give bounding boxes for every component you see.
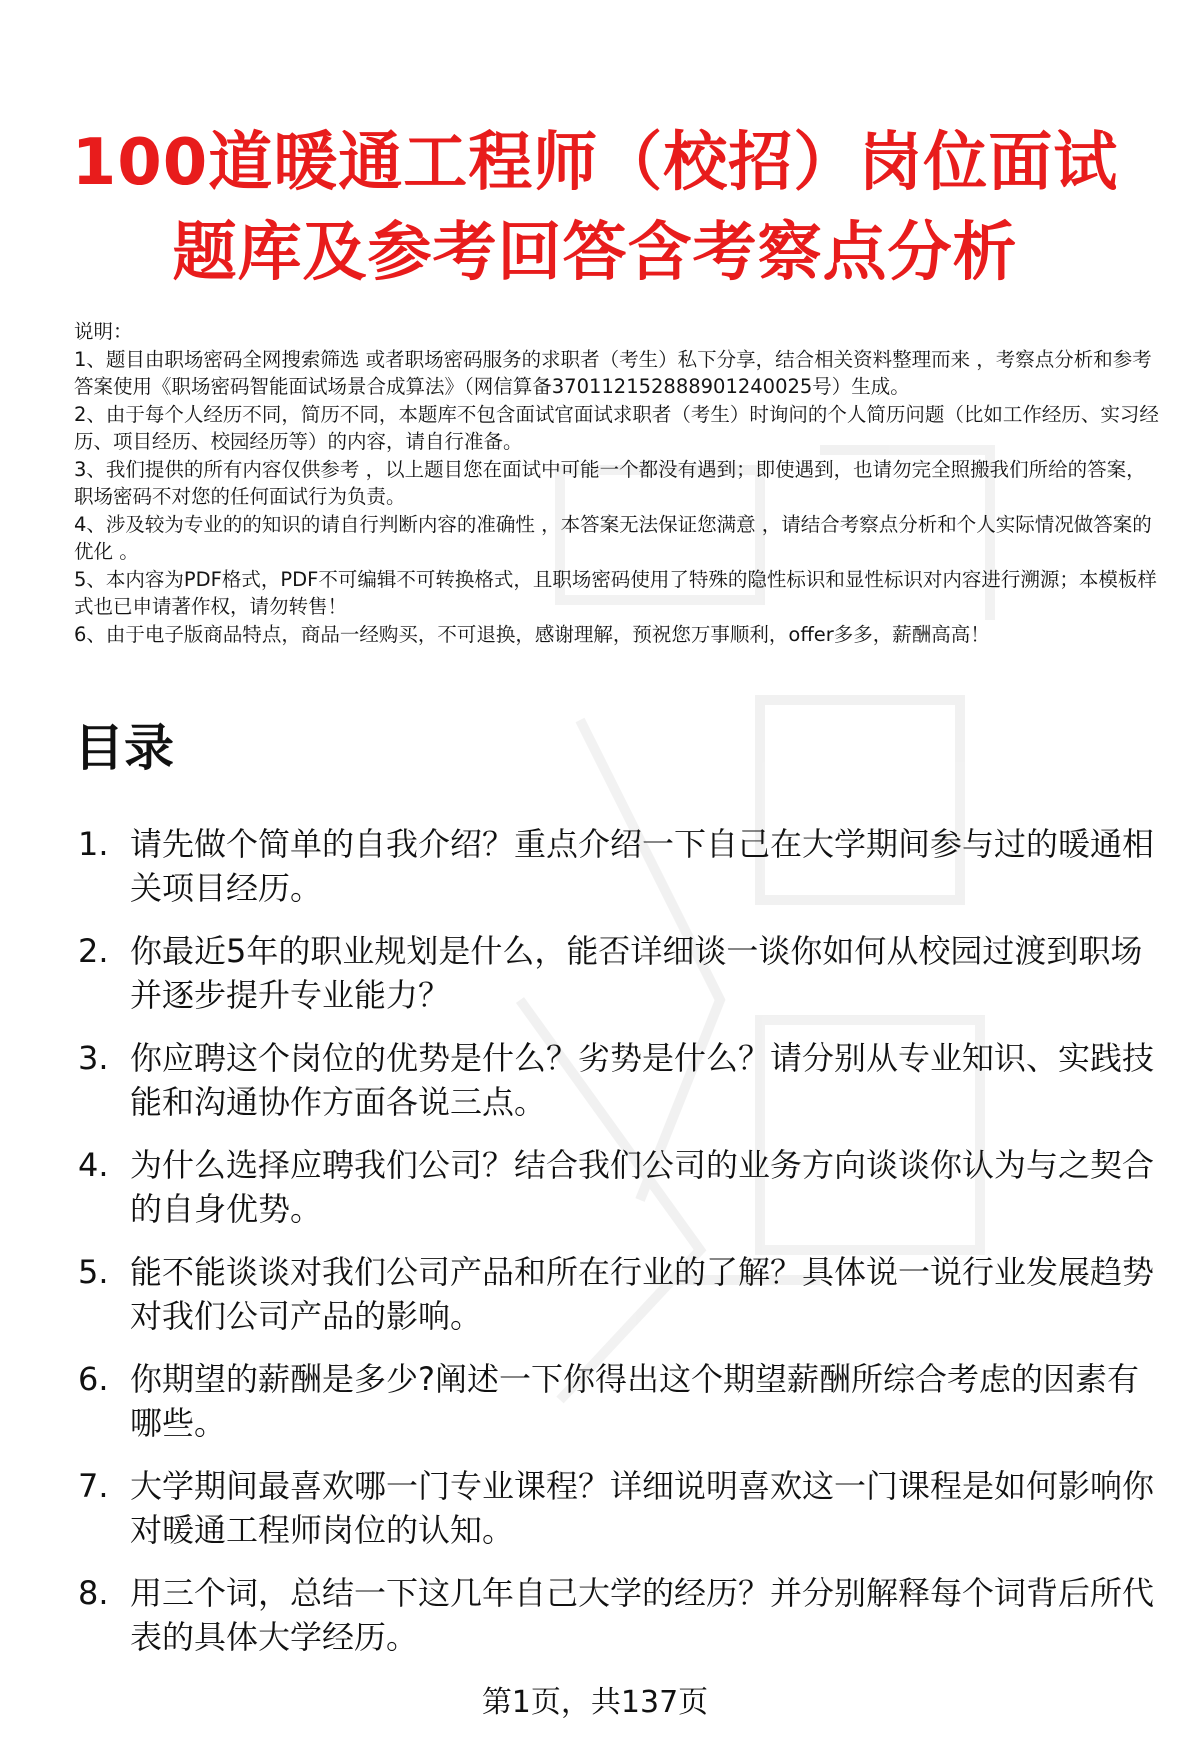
toc-item-text: 用三个词，总结一下这几年自己大学的经历？并分别解释每个词背后所代表的具体大学经历。 — [130, 1574, 1155, 1656]
toc-item[interactable] — [74, 822, 1164, 910]
toc-item[interactable] — [74, 1464, 1164, 1552]
toc-item-number: 2. — [78, 932, 109, 970]
toc-item-number: 7. — [78, 1467, 109, 1505]
instructions-label: 说明： — [74, 320, 133, 343]
toc-list — [74, 822, 1164, 1678]
title-line-1: 100道暖通工程师（校招）岗位面试 — [71, 126, 1119, 200]
document-title — [60, 118, 1130, 298]
toc-item[interactable] — [74, 929, 1164, 1017]
toc-item-number: 5. — [78, 1253, 109, 1291]
toc-item-number: 4. — [78, 1146, 109, 1184]
toc-item-text: 你期望的薪酬是多少?阐述一下你得出这个期望薪酬所综合考虑的因素有哪些。 — [130, 1360, 1139, 1442]
toc-item[interactable] — [74, 1357, 1164, 1445]
toc-item-text: 你最近5年的职业规划是什么，能否详细谈一谈你如何从校园过渡到职场并逐步提升专业能力？ — [130, 932, 1143, 1014]
instruction-item: 5、本内容为PDF格式，PDF不可编辑不可转换格式，且职场密码使用了特殊的隐性标识和显性标识对内容进行溯源；本模板样式也已申请著作权，请勿转售！ — [74, 567, 1157, 618]
toc-item[interactable] — [74, 1571, 1164, 1659]
instruction-item: 4、涉及较为专业的的知识的请自行判断内容的准确性 ，本答案无法保证您满意 ，请结合考察点分析和个人实际情况做答案的优化 。 — [74, 512, 1152, 563]
toc-item[interactable] — [74, 1143, 1164, 1231]
toc-item-number: 8. — [78, 1574, 109, 1612]
page-footer: 第1页，共137页 — [481, 1685, 709, 1720]
instructions-block — [74, 318, 1164, 648]
toc-item-text: 你应聘这个岗位的优势是什么？劣势是什么？请分别从专业知识、实践技能和沟通协作方面各说三点。 — [130, 1039, 1155, 1121]
instruction-item: 1、题目由职场密码全网搜索筛选 或者职场密码服务的求职者（考生）私下分享，结合相关资料整理而来 ，考察点分析和参考答案使用《职场密码智能面试场景合成算法》（网信算备370112152888901240025号）生成。 — [74, 347, 1152, 398]
instruction-item: 3、我们提供的所有内容仅供参考 ，以上题目您在面试中可能一个都没有遇到；即使遇到，也请勿完全照搬我们所给的答案，职场密码不对您的任何面试行为负责。 — [74, 457, 1146, 508]
toc-item-number: 3. — [78, 1039, 109, 1077]
title-line-2: 题库及参考回答含考察点分析 — [172, 216, 1018, 290]
instruction-item: 6、由于电子版商品特点，商品一经购买，不可退换，感谢理解，预祝您万事顺利，offer多多，薪酬高高！ — [74, 622, 990, 646]
toc-item-number: 6. — [78, 1360, 109, 1398]
toc-item[interactable] — [74, 1036, 1164, 1124]
toc-item-text: 能不能谈谈对我们公司产品和所在行业的了解？具体说一说行业发展趋势对我们公司产品的影响。 — [130, 1253, 1155, 1335]
toc-item-text: 请先做个简单的自我介绍？重点介绍一下自己在大学期间参与过的暖通相关项目经历。 — [130, 825, 1155, 907]
instruction-item: 2、由于每个人经历不同，简历不同，本题库不包含面试官面试求职者（考生）时询问的个人简历问题（比如工作经历、实习经历、项目经历、校园经历等）的内容，请自行准备。 — [74, 402, 1159, 453]
toc-item-text: 为什么选择应聘我们公司？结合我们公司的业务方向谈谈你认为与之契合的自身优势。 — [130, 1146, 1155, 1228]
toc-item-text: 大学期间最喜欢哪一门专业课程？详细说明喜欢这一门课程是如何影响你对暖通工程师岗位的认知。 — [130, 1467, 1155, 1549]
toc-item-number: 1. — [78, 825, 109, 863]
toc-item[interactable] — [74, 1250, 1164, 1338]
toc-heading: 目录 — [74, 719, 174, 777]
